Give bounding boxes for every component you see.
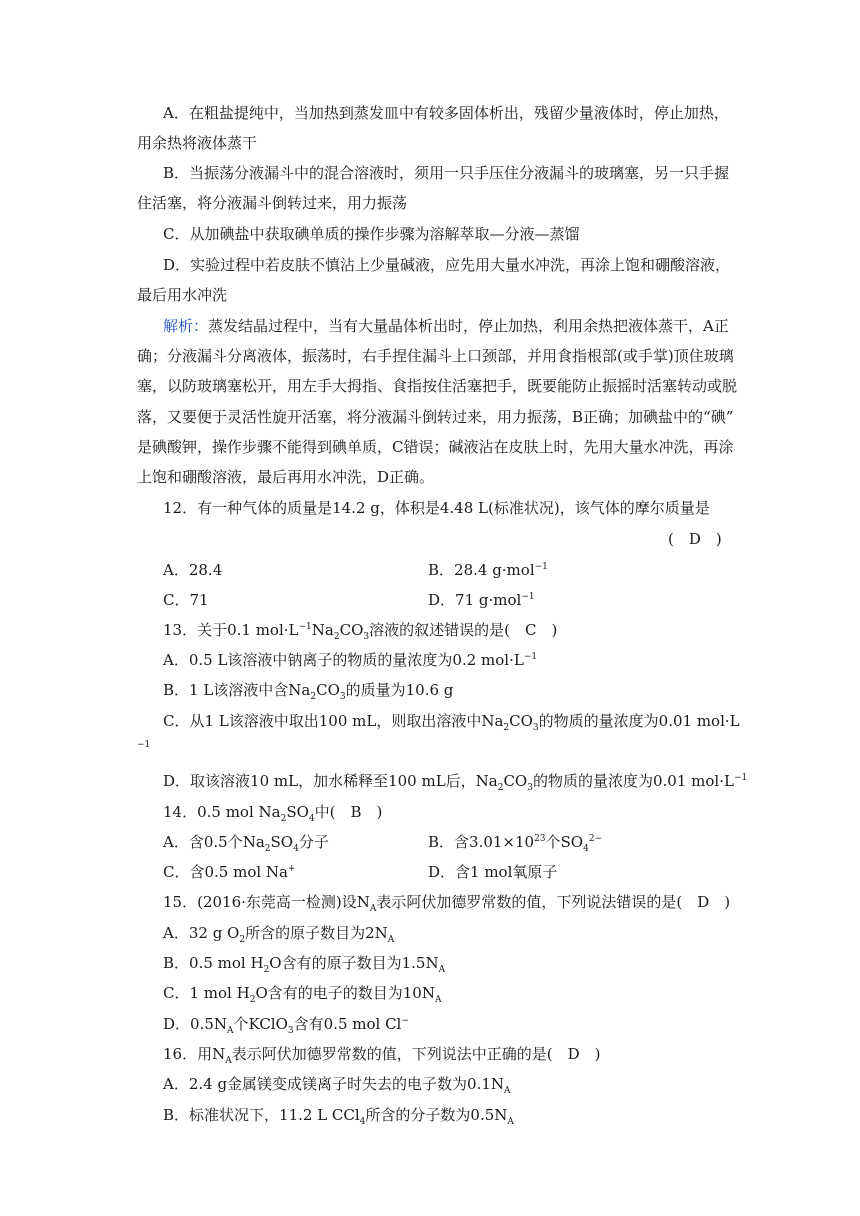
q16-option-a: A．2.4 g金属镁变成镁离子时失去的电子数为$0.1N_A$ [163, 1075, 511, 1096]
q14-option-d: D．含1 mol氧原子 [428, 863, 558, 881]
q11-analysis-line3: 塞，以防玻璃塞松开，用左手大拇指、食指按住活塞把手，既要能防止振摇时活塞转动或脱 [137, 377, 738, 395]
q11-analysis-line5: 是碘酸钾，操作步骤不能得到碘单质，C错误；碱液沾在皮肤上时，先用大量水冲洗，再涂 [137, 438, 734, 456]
q13-stem: 13．关于0.1 $mol\cdot L^{-1}Na_2CO_3$溶液的叙述错误的是( C ) [163, 621, 558, 642]
q13-option-c-wrap: −1 [137, 740, 151, 750]
q12-option-c: C．71 [163, 591, 209, 609]
q12-option-b: B．28.4 g·mol$^{-1}$ [428, 561, 548, 579]
q14-option-c: C．含0.5 mol Na+ [163, 863, 296, 881]
q13-option-a: A．0.5 L该溶液中钠离子的物质的量浓度为0.2 $mol\cdot L^{-1}$ [163, 651, 538, 669]
q11-analysis-line4: 落，又要便于灵活性旋开活塞，将分液漏斗倒转过来，用力振荡，B正确；加碘盐中的“碘” [137, 408, 734, 426]
q11-option-c: C．从加碘盐中获取碘单质的操作步骤为溶解萃取—分液—蒸馏 [163, 225, 580, 243]
q15-option-c: C．1 mol $H_2O$含有的电子的数目为$10N_A$ [163, 984, 442, 1005]
q13-option-d: D．取该溶液10 mL，加水稀释至100 mL后，$Na_2CO_3$的物质的量浓度为0.01 $mol\cdot L^{-1}$ [163, 772, 748, 793]
q16-stem: 16．用$N_A$表示阿伏加德罗常数的值，下列说法中正确的是( D ) [163, 1045, 601, 1066]
analysis-label: 解析： [163, 317, 209, 335]
q11-option-b-line1: B．当振荡分液漏斗中的混合溶液时，须用一只手压住分液漏斗的玻璃塞，另一只手握 [163, 164, 730, 182]
q11-option-d-line2: 最后用水冲洗 [137, 286, 228, 304]
q12-stem: 12．有一种气体的质量是14.2 g，体积是4.48 L(标准状况)，该气体的摩尔质量是 [163, 499, 710, 517]
q15-stem: 15．(2016·东莞高一检测)设$N_A$表示阿伏加德罗常数的值，下列说法错误的是( D ) [163, 893, 731, 914]
q15-option-a: A．32 g $O_2$所含的原子数目为$2N_A$ [163, 924, 395, 945]
q14-option-b: B．含$3.01\times 10^{23}$个$SO_4^{2-}$ [428, 833, 603, 854]
q14-stem: 14．0.5 mol $Na_2SO_4$中( B ) [163, 803, 383, 824]
q15-option-b: B．0.5 mol $H_2O$含有的原子数目为$1.5N_A$ [163, 954, 446, 975]
q11-analysis-line6: 上饱和硼酸溶液，最后再用水冲洗，D正确。 [137, 468, 435, 486]
q11-analysis-line2: 确；分液漏斗分离液体，振荡时，右手捏住漏斗上口颈部，并用食指根部(或手掌)顶住玻璃 [137, 347, 734, 365]
q14-option-a: A．含0.5个$Na_2SO_4$分子 [163, 833, 329, 854]
q11-option-a-line2: 用余热将液体蒸干 [137, 134, 258, 152]
q12-answer: ( D ) [668, 530, 722, 548]
q12-option-a: A．28.4 [163, 561, 223, 579]
q13-option-b: B．1 L该溶液中含$Na_2CO_3$的质量为10.6 g [163, 681, 454, 702]
q11-analysis-line1: 解析：蒸发结晶过程中，当有大量晶体析出时，停止加热，利用余热把液体蒸干，A正 [163, 317, 729, 335]
q11-option-b-line2: 住活塞，将分液漏斗倒转过来，用力振荡 [137, 194, 408, 212]
q16-option-b: B．标准状况下，11.2 L CCl$_4$所含的分子数为$0.5N_A$ [163, 1106, 514, 1127]
q11-option-a-line1: A．在粗盐提纯中，当加热到蒸发皿中有较多固体析出，残留少量液体时，停止加热， [163, 104, 729, 122]
q13-option-c: C．从1 L该溶液中取出100 mL，则取出溶液中$Na_2CO_3$的物质的量浓度为0.01 mol·L [163, 712, 740, 733]
q12-option-d: D．71 g·mol$^{-1}$ [428, 591, 535, 609]
q15-option-d: D．$0.5N_A$个KClO$_3$含有0.5 mol Cl− [163, 1015, 409, 1036]
q11-option-d-line1: D．实验过程中若皮肤不慎沾上少量碱液，应先用大量水冲洗，再涂上饱和硼酸溶液， [163, 256, 731, 274]
